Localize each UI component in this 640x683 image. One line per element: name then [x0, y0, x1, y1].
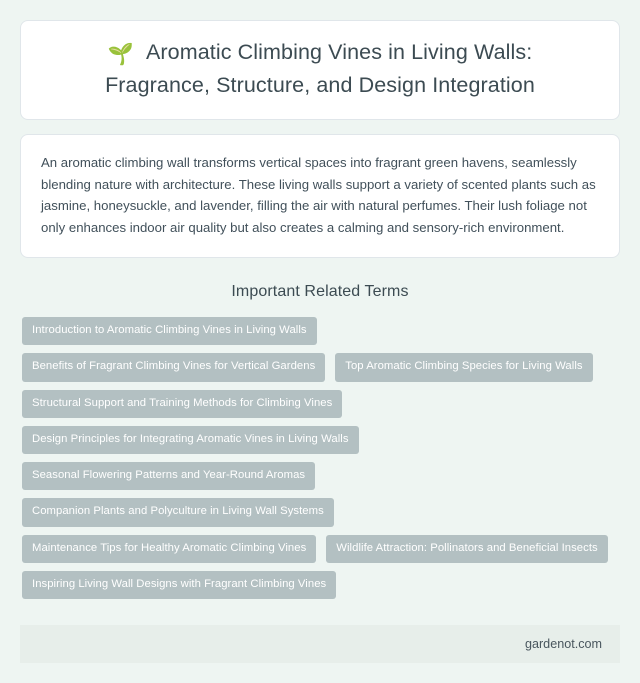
list-item[interactable]: Introduction to Aromatic Climbing Vines in Living Walls: [22, 317, 317, 345]
list-item[interactable]: Design Principles for Integrating Aromatic Vines in Living Walls: [22, 426, 359, 454]
summary-card: [20, 134, 620, 258]
related-terms-heading: Important Related Terms: [231, 283, 409, 300]
list-item[interactable]: Seasonal Flowering Patterns and Year-Round Aromas: [22, 462, 315, 490]
page-footer: [20, 625, 620, 663]
list-item[interactable]: Benefits of Fragrant Climbing Vines for Vertical Gardens: [22, 353, 325, 381]
list-item[interactable]: Maintenance Tips for Healthy Aromatic Climbing Vines: [22, 535, 316, 563]
site-name: gardenot.com: [524, 637, 602, 651]
list-item[interactable]: Structural Support and Training Methods for Climbing Vines: [22, 390, 342, 418]
page-title: [43, 37, 597, 70]
list-item[interactable]: Companion Plants and Polyculture in Living Wall Systems: [22, 498, 334, 526]
list-item[interactable]: Top Aromatic Climbing Species for Living Walls: [335, 353, 592, 381]
summary-text: An aromatic climbing wall transforms vertical spaces into fragrant green havens, seamlessly blending nature with architecture. These living walls support a variety of scented plants such as jasmine, honeysuckle, and lavender, filling the air with natural perfumes. Their lush foliage not only enhances indoor air quality but also creates a calming and sensory-rich environment.: [41, 155, 596, 235]
seedling-icon: 🌱: [107, 43, 134, 66]
list-item[interactable]: Wildlife Attraction: Pollinators and Beneficial Insects: [326, 535, 607, 563]
title-card: [20, 20, 620, 120]
related-terms-list: [20, 317, 620, 599]
list-item[interactable]: Inspiring Living Wall Designs with Fragrant Climbing Vines: [22, 571, 336, 599]
page-title-line-1: Aromatic Climbing Vines in Living Walls:: [145, 40, 533, 64]
page-title-line-2: Fragrance, Structure, and Design Integration: [105, 73, 535, 97]
